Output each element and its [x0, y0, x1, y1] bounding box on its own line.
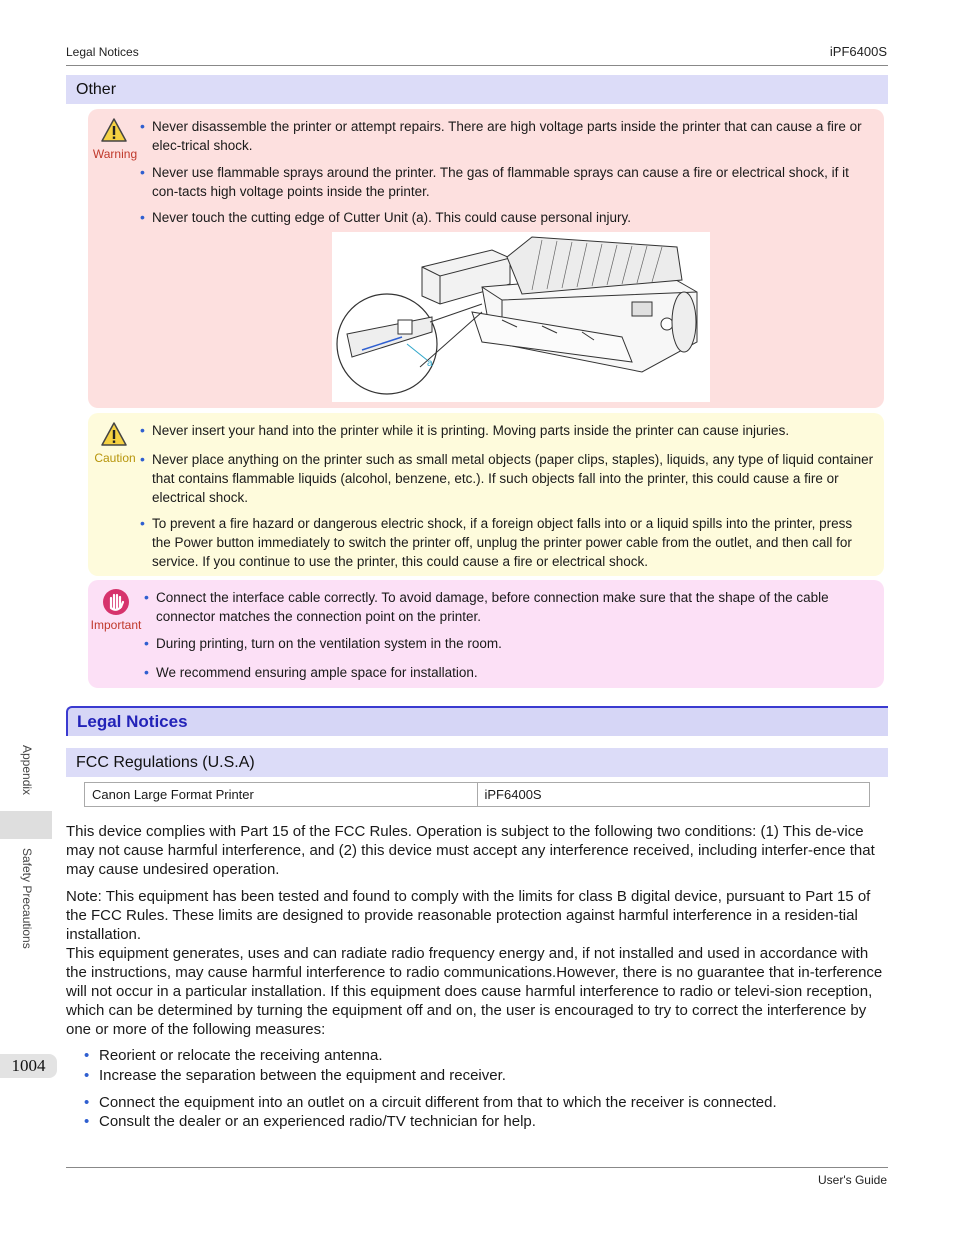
bullet-icon: • [140, 422, 145, 438]
page-number: 1004 [0, 1054, 57, 1078]
bullet-icon: • [84, 1113, 90, 1130]
list-item: • Never touch the cutting edge of Cutter Unit (a). This could cause personal injury. [140, 209, 631, 225]
list-item: • Never use flammable sprays around the printer. The gas of flammable sprays can cause a fire or electrical shock, if it con-tacts high voltage points inside the printer. [140, 164, 849, 199]
bullet-icon: • [140, 451, 145, 467]
section-title-other: Other [66, 75, 888, 104]
list-item: • Reorient or relocate the receiving antenna. [84, 1047, 383, 1064]
printer-illustration [332, 232, 710, 402]
caution-label: Caution [94, 451, 136, 465]
header-divider [66, 65, 888, 66]
printer-drawing-icon [332, 232, 710, 402]
fcc-paragraph-1: This device complies with Part 15 of the FCC Rules. Operation is subject to the following two conditions: (1) This de-vice may not cause harmful interference, and (2) this device must accept any interference received, including interfer-ence that may cause undesired operation. [66, 823, 875, 878]
running-header-right: iPF6400S [829, 44, 887, 59]
important-label: Important [90, 618, 142, 632]
list-item: • We recommend ensuring ample space for installation. [144, 664, 478, 680]
bullet-icon: • [84, 1094, 90, 1111]
model-table [84, 782, 870, 807]
bullet-icon: • [144, 589, 149, 605]
footer-divider [66, 1167, 888, 1168]
list-item: • Never disassemble the printer or attempt repairs. There are high voltage parts inside the printer that can cause a fire or elec-trical shock. [140, 118, 862, 153]
callout-label-a: a [427, 358, 433, 369]
bullet-icon: • [140, 164, 145, 180]
side-nav-appendix[interactable]: Appendix [20, 745, 34, 796]
list-item: • Increase the separation between the equipment and receiver. [84, 1067, 506, 1084]
warning-label: Warning [92, 147, 138, 161]
bullet-icon: • [84, 1067, 90, 1084]
table-cell-model: iPF6400S [477, 783, 870, 806]
list-item: • Connect the equipment into an outlet on a circuit different from that to which the receiver is connected. [84, 1094, 777, 1111]
fcc-paragraph-2: Note: This equipment has been tested and found to comply with the limits for class B digital device, pursuant to Part 15 of the FCC Rules. These limits are designed to provide reasonable protection against harmful interference in a residen-tial installation. [66, 888, 871, 943]
hand-stop-icon [102, 588, 130, 616]
list-item: • To prevent a fire hazard or dangerous electric shock, if a foreign object falls into or a liquid spills into the printer, press the Power button immediately to switch the printer off, unplug the printer power cable from the outlet, and then call for service. If you continue to use the printer, this could cause a fire or electrical shock. [140, 515, 853, 569]
list-item: • Never insert your hand into the printer while it is printing. Moving parts inside the printer can cause injuries. [140, 422, 790, 438]
section-title-fcc: FCC Regulations (U.S.A) [66, 748, 888, 777]
list-item: • Connect the interface cable correctly. To avoid damage, before connection make sure that the shape of the cable connector matches the connection point on the printer. [144, 589, 829, 624]
running-footer: User's Guide [818, 1173, 887, 1187]
section-title-legal-notices: Legal Notices [66, 706, 888, 736]
side-nav-safety-precautions[interactable]: Safety Precautions [20, 848, 34, 949]
warning-triangle-icon [101, 117, 127, 143]
list-item: • Consult the dealer or an experienced radio/TV technician for help. [84, 1113, 536, 1130]
running-header-left: Legal Notices [66, 45, 139, 59]
side-nav-tab [0, 811, 52, 839]
fcc-paragraph-3: This equipment generates, uses and can radiate radio frequency energy and, if not installed and used in accordance with the instructions, may cause harmful interference to radio communications.However, there is no guarantee that in-terference will not occur in a particular installation. If this equipment does cause harmful interference to radio or televi-sion reception, which can be determined by turning the equipment off and on, the user is encouraged to try to correct the interference by one or more of the following measures: [66, 945, 883, 1038]
table-cell-product: Canon Large Format Printer [92, 787, 254, 802]
bullet-icon: • [140, 118, 145, 134]
caution-triangle-icon [101, 421, 127, 447]
bullet-icon: • [144, 664, 149, 680]
bullet-icon: • [140, 209, 145, 225]
list-item: • Never place anything on the printer such as small metal objects (paper clips, staples), liquids, any type of liquid container that contains flammable liquids (alcohol, benzene, etc.). If such objects fall into the printer, this could cause a fire or electrical shock. [140, 451, 874, 505]
bullet-icon: • [84, 1047, 90, 1064]
list-item: • During printing, turn on the ventilation system in the room. [144, 635, 502, 651]
bullet-icon: • [144, 635, 149, 651]
bullet-icon: • [140, 515, 145, 531]
